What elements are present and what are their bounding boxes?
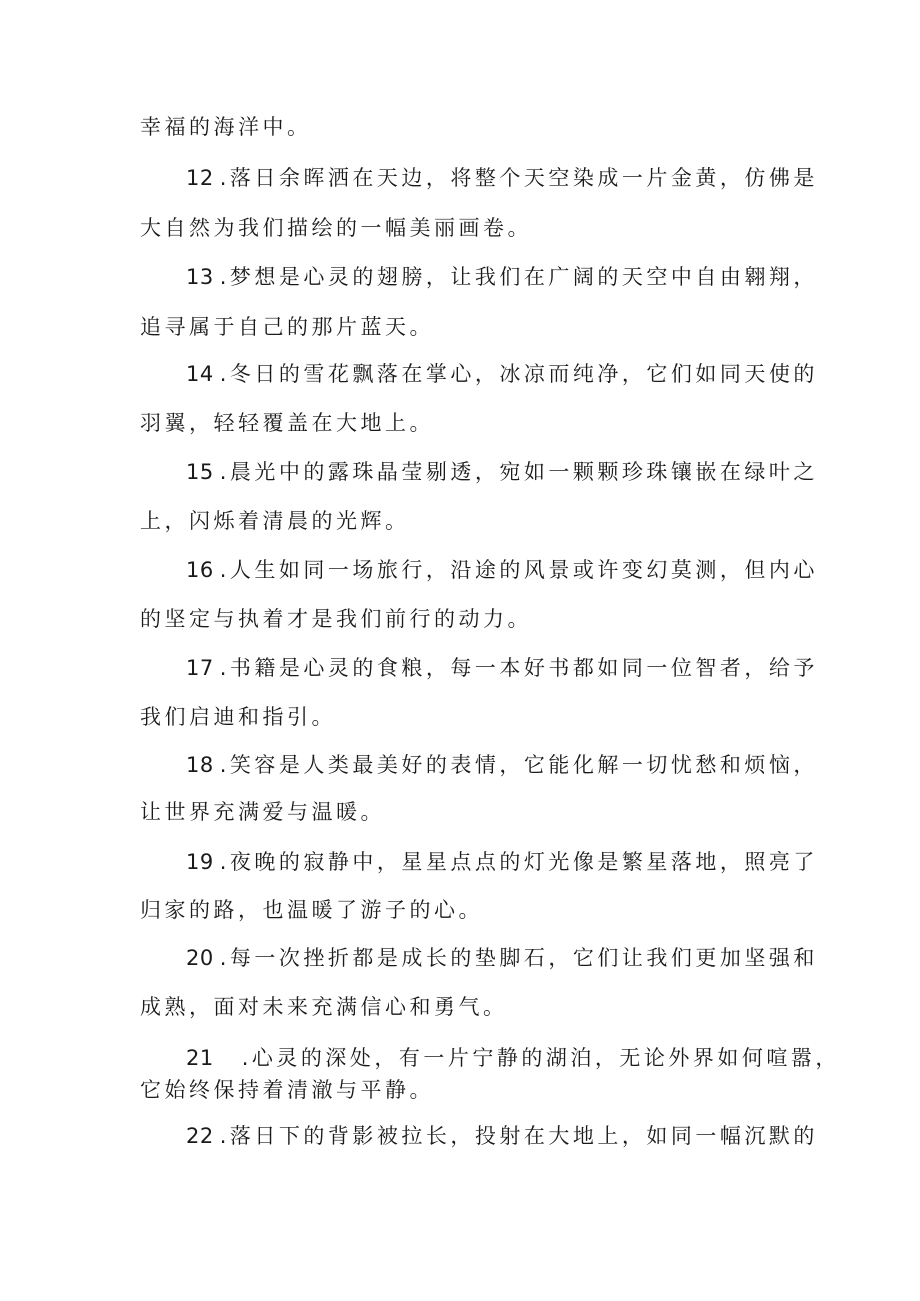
paragraph-text: 的坚定与执着才是我们前行的动力。 (140, 607, 532, 631)
paragraph-21-line-2 (140, 1075, 800, 1105)
paragraph-15-line-2 (140, 506, 800, 536)
paragraph-19-line-2 (140, 895, 800, 925)
paragraph-21-line-1 (186, 1043, 840, 1073)
paragraph-text: .冬日的雪花飘落在掌心，冰凉而纯净，它们如同天使的 (219, 362, 818, 386)
paragraph-17-line-2 (140, 702, 800, 732)
paragraph-14-line-1 (186, 359, 818, 389)
paragraph-13-line-2 (140, 312, 800, 342)
paragraph-14-line-2 (140, 408, 800, 438)
paragraph-text: 上，闪烁着清晨的光辉。 (140, 509, 410, 533)
paragraph-number: 17 (186, 656, 214, 680)
paragraph-number: 22 (186, 1124, 214, 1148)
paragraph-text: 羽翼，轻轻覆盖在大地上。 (140, 411, 434, 435)
paragraph-text: 我们启迪和指引。 (140, 705, 336, 729)
paragraph-18-line-2 (140, 797, 800, 827)
paragraph-number: 13 (186, 265, 214, 289)
paragraph-number: 14 (186, 362, 214, 386)
paragraph-20-line-2 (140, 992, 800, 1022)
paragraph-text: 幸福的海洋中。 (140, 115, 312, 139)
paragraph-text: .笑容是人类最美好的表情，它能化解一切忧愁和烦恼， (219, 753, 818, 777)
paragraph-13-line-1 (186, 262, 818, 292)
paragraph-text: 大自然为我们描绘的一幅美丽画卷。 (140, 216, 532, 240)
paragraph-number: 15 (186, 460, 214, 484)
paragraph-15-line-1 (186, 457, 818, 487)
paragraph-number: 19 (186, 850, 214, 874)
paragraph-text: .晨光中的露珠晶莹剔透，宛如一颗颗珍珠镶嵌在绿叶之 (219, 460, 818, 484)
paragraph-12-line-1 (186, 163, 818, 193)
paragraph-18-line-1 (186, 750, 818, 780)
paragraph-text: 成熟，面对未来充满信心和勇气。 (140, 995, 508, 1019)
paragraph-22-line-1 (186, 1121, 818, 1151)
paragraph-20-line-1 (186, 943, 818, 973)
paragraph-text: 追寻属于自己的那片蓝天。 (140, 315, 434, 339)
paragraph-text: 归家的路，也温暖了游子的心。 (140, 898, 483, 922)
paragraph-number: 18 (186, 753, 214, 777)
paragraph-text: .心灵的深处，有一片宁静的湖泊，无论外界如何喧嚣， (241, 1046, 840, 1070)
paragraph-text: .落日下的背影被拉长，投射在大地上，如同一幅沉默的 (219, 1124, 818, 1148)
paragraph-number: 21 (186, 1046, 214, 1070)
paragraph-text: .夜晚的寂静中，星星点点的灯光像是繁星落地，照亮了 (219, 850, 818, 874)
paragraph-17-line-1 (186, 653, 818, 683)
paragraph-text: .落日余晖洒在天边，将整个天空染成一片金黄，仿佛是 (219, 166, 818, 190)
paragraph-text: 让世界充满爱与温暖。 (140, 800, 385, 824)
paragraph-text: .人生如同一场旅行，沿途的风景或许变幻莫测，但内心 (219, 558, 818, 582)
paragraph-text: .梦想是心灵的翅膀，让我们在广阔的天空中自由翱翔， (219, 265, 818, 289)
paragraph-16-line-2 (140, 604, 800, 634)
paragraph-number: 20 (186, 946, 214, 970)
paragraph-number: 16 (186, 558, 214, 582)
paragraph-text: .书籍是心灵的食粮，每一本好书都如同一位智者，给予 (219, 656, 818, 680)
paragraph-text: 它始终保持着清澈与平静。 (140, 1078, 434, 1102)
paragraph-text: .每一次挫折都是成长的垫脚石，它们让我们更加坚强和 (219, 946, 818, 970)
paragraph-16-line-1 (186, 555, 818, 585)
paragraph-12-line-2 (140, 213, 800, 243)
paragraph-number: 12 (186, 166, 214, 190)
paragraph-11-continuation (140, 112, 800, 142)
paragraph-19-line-1 (186, 847, 818, 877)
